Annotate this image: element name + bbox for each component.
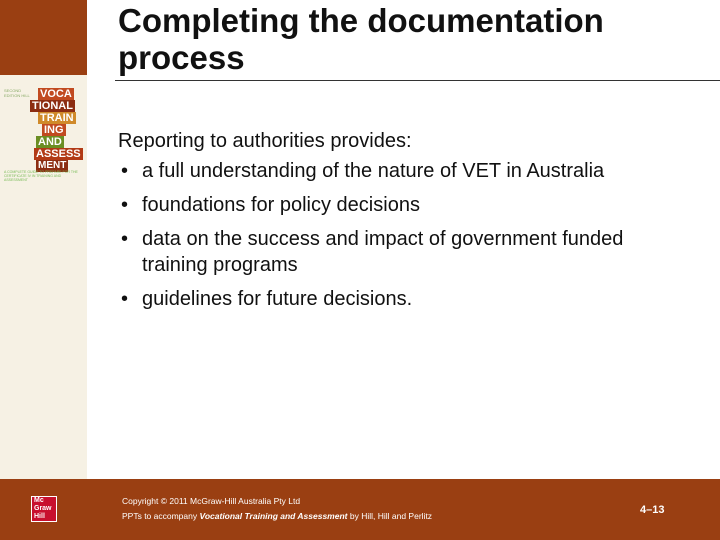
ppt-prefix: PPTs to accompany bbox=[122, 511, 200, 521]
title-divider bbox=[115, 80, 720, 81]
bullet-marker: • bbox=[121, 194, 129, 216]
book-word-1: VOCA bbox=[40, 88, 72, 100]
bullet-marker: • bbox=[121, 288, 129, 310]
book-subtitle-text: A COMPLETE GUIDE TO PREPARE FOR THE CERTIFICATE IV IN TRAINING AND ASSESSMENT bbox=[4, 170, 78, 182]
bullet-list bbox=[118, 158, 678, 312]
book-cover-image bbox=[4, 88, 84, 180]
list-item-text: data on the success and impact of government funded training programs bbox=[142, 228, 624, 276]
logo-line: Mc bbox=[34, 497, 44, 504]
book-word-4: ING bbox=[44, 124, 64, 136]
top-left-accent bbox=[0, 0, 87, 75]
bullet-marker: • bbox=[121, 228, 129, 250]
mcgraw-hill-logo bbox=[31, 496, 57, 522]
list-item bbox=[118, 226, 678, 278]
list-item bbox=[118, 158, 678, 184]
page-number: 4–13 bbox=[640, 504, 665, 516]
intro-text: Reporting to authorities provides: bbox=[118, 130, 412, 152]
list-item bbox=[118, 192, 678, 218]
slide-title: Completing the documentation process bbox=[118, 2, 604, 76]
list-item-text: guidelines for future decisions. bbox=[142, 288, 413, 310]
book-word-3: TRAIN bbox=[40, 112, 74, 124]
footer-text bbox=[122, 494, 552, 524]
ppt-credit bbox=[122, 509, 552, 524]
logo-line: Hill bbox=[34, 513, 45, 520]
list-item-text: foundations for policy decisions bbox=[142, 194, 420, 216]
book-word-6: ASSESS bbox=[36, 148, 81, 160]
book-word-5: AND bbox=[38, 136, 62, 148]
book-edition-text: SECOND EDITION HILL bbox=[4, 88, 30, 98]
ppt-suffix: by Hill, Hill and Perlitz bbox=[347, 511, 433, 521]
book-word-7: MENT bbox=[38, 160, 67, 171]
book-word-2: TIONAL bbox=[32, 100, 73, 112]
book-title: Vocational Training and Assessment bbox=[199, 511, 348, 521]
copyright-text: Copyright © 2011 McGraw-Hill Australia Pty Ltd bbox=[122, 496, 301, 506]
slide-body bbox=[118, 128, 678, 320]
logo-line: Graw bbox=[34, 505, 52, 512]
bullet-marker: • bbox=[121, 160, 129, 182]
list-item bbox=[118, 286, 678, 312]
list-item-text: a full understanding of the nature of VET in Australia bbox=[142, 160, 605, 182]
